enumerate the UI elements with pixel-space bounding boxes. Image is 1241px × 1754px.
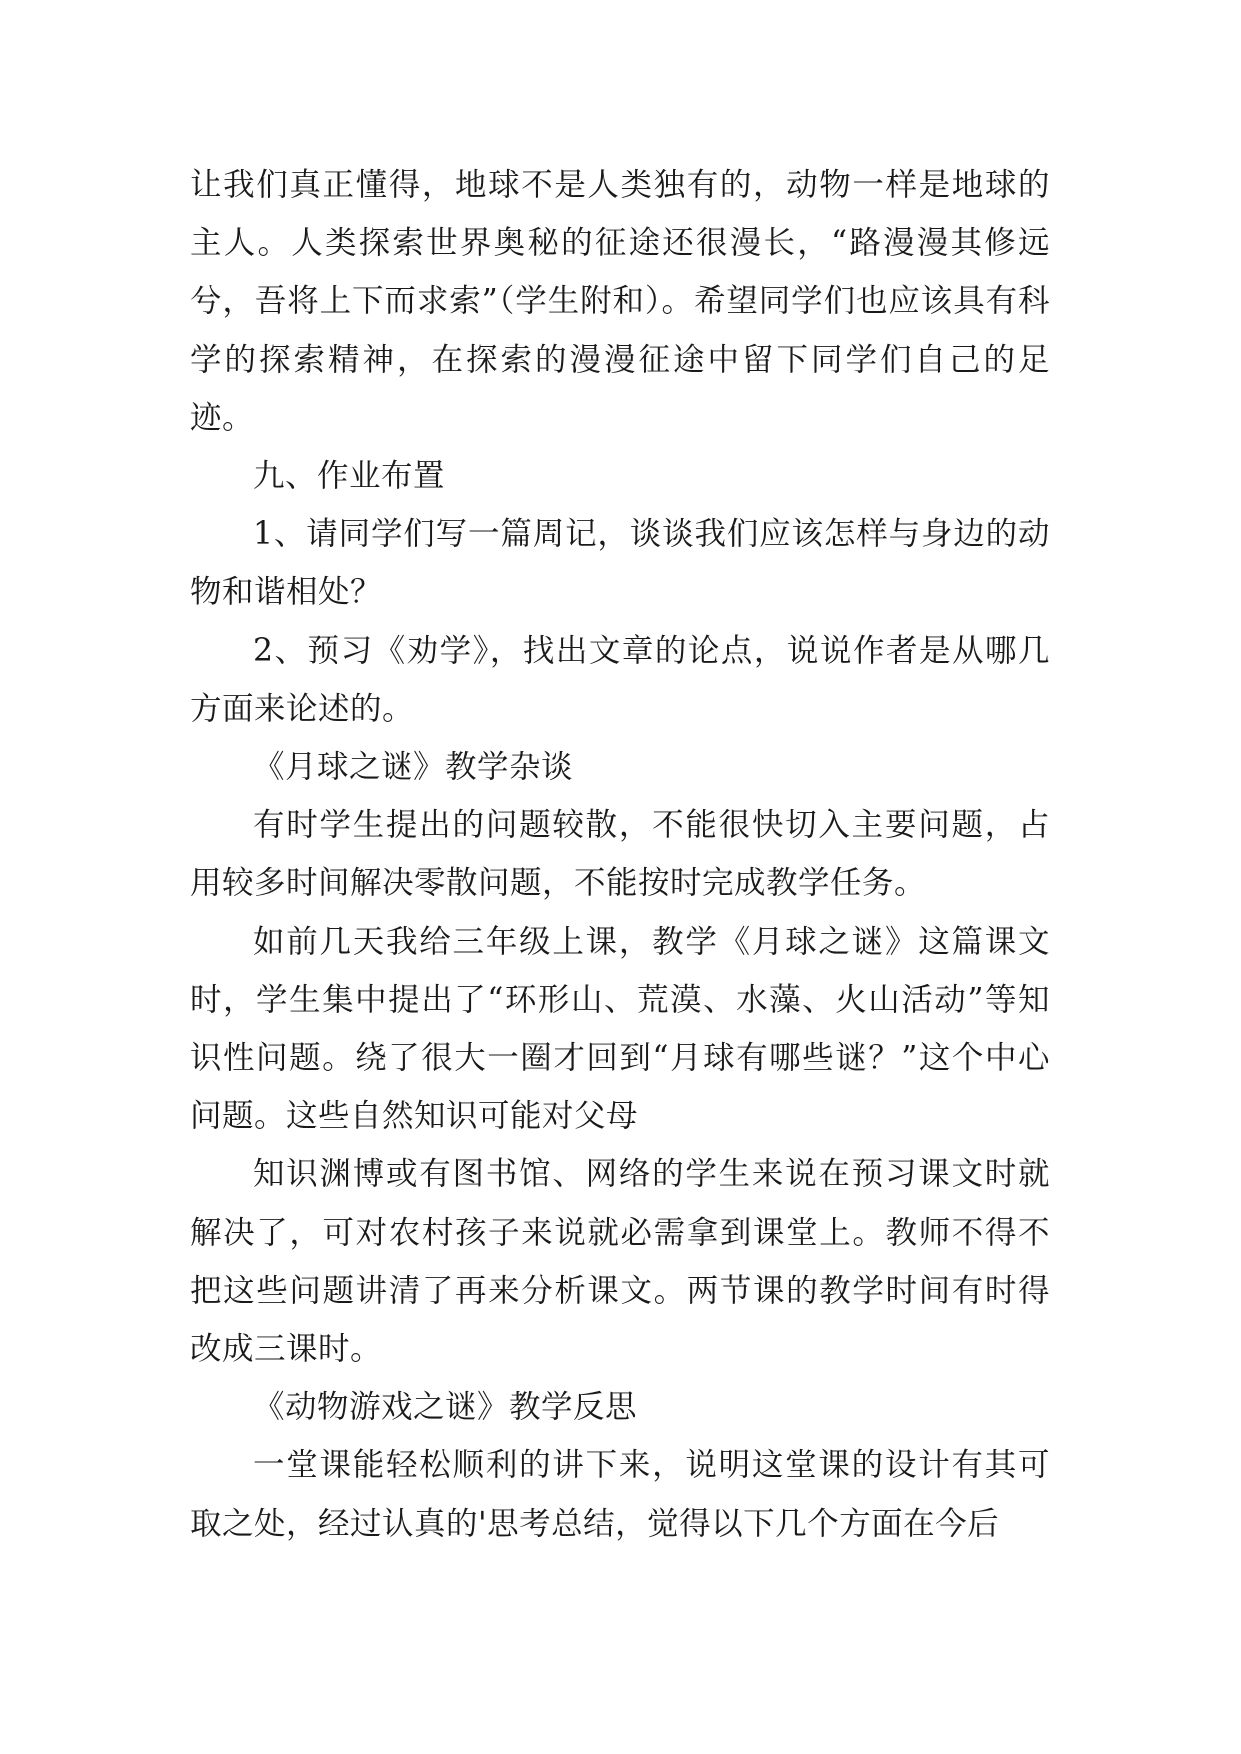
homework-item-2: 2、预习《劝学》，找出文章的论点，说说作者是从哪几方面来论述的。 <box>190 632 1050 727</box>
article-title-moon-mystery: 《月球之谜》教学杂谈 <box>253 749 574 786</box>
article-title-animal-games: 《动物游戏之谜》教学反思 <box>253 1389 638 1426</box>
paragraph-animal-1: 一堂课能轻松顺利的讲下来，说明这堂课的设计有其可取之处，经过认真的'思考总结，觉得以下几个方面在今后 <box>190 1447 1050 1542</box>
homework-item-1: 1、请同学们写一篇周记，谈谈我们应该怎样与身边的动物和谐相处？ <box>190 516 1050 611</box>
section-heading-homework: 九、作业布置 <box>253 458 446 495</box>
document-body <box>190 156 1050 1553</box>
paragraph-intro-continuation: 让我们真正懂得，地球不是人类独有的，动物一样是地球的主人。人类探索世界奥秘的征途还很漫长，“路漫漫其修远兮，吾将上下而求索”（学生附和）。希望同学们也应该具有科学的探索精神，在探索的漫漫征途中留下同学们自己的足迹。 <box>190 167 1050 436</box>
paragraph-moon-1: 有时学生提出的问题较散，不能很快切入主要问题，占用较多时间解决零散问题，不能按时完成教学任务。 <box>190 807 1050 902</box>
paragraph-moon-3: 知识渊博或有图书馆、网络的学生来说在预习课文时就解决了，可对农村孩子来说就必需拿到课堂上。教师不得不把这些问题讲清了再来分析课文。两节课的教学时间有时得改成三课时。 <box>190 1156 1050 1368</box>
paragraph-moon-2: 如前几天我给三年级上课，教学《月球之谜》这篇课文时，学生集中提出了“环形山、荒漠、水藻、火山活动”等知识性问题。绕了很大一圈才回到“月球有哪些谜？”这个中心问题。这些自然知识可能对父母 <box>190 923 1050 1135</box>
